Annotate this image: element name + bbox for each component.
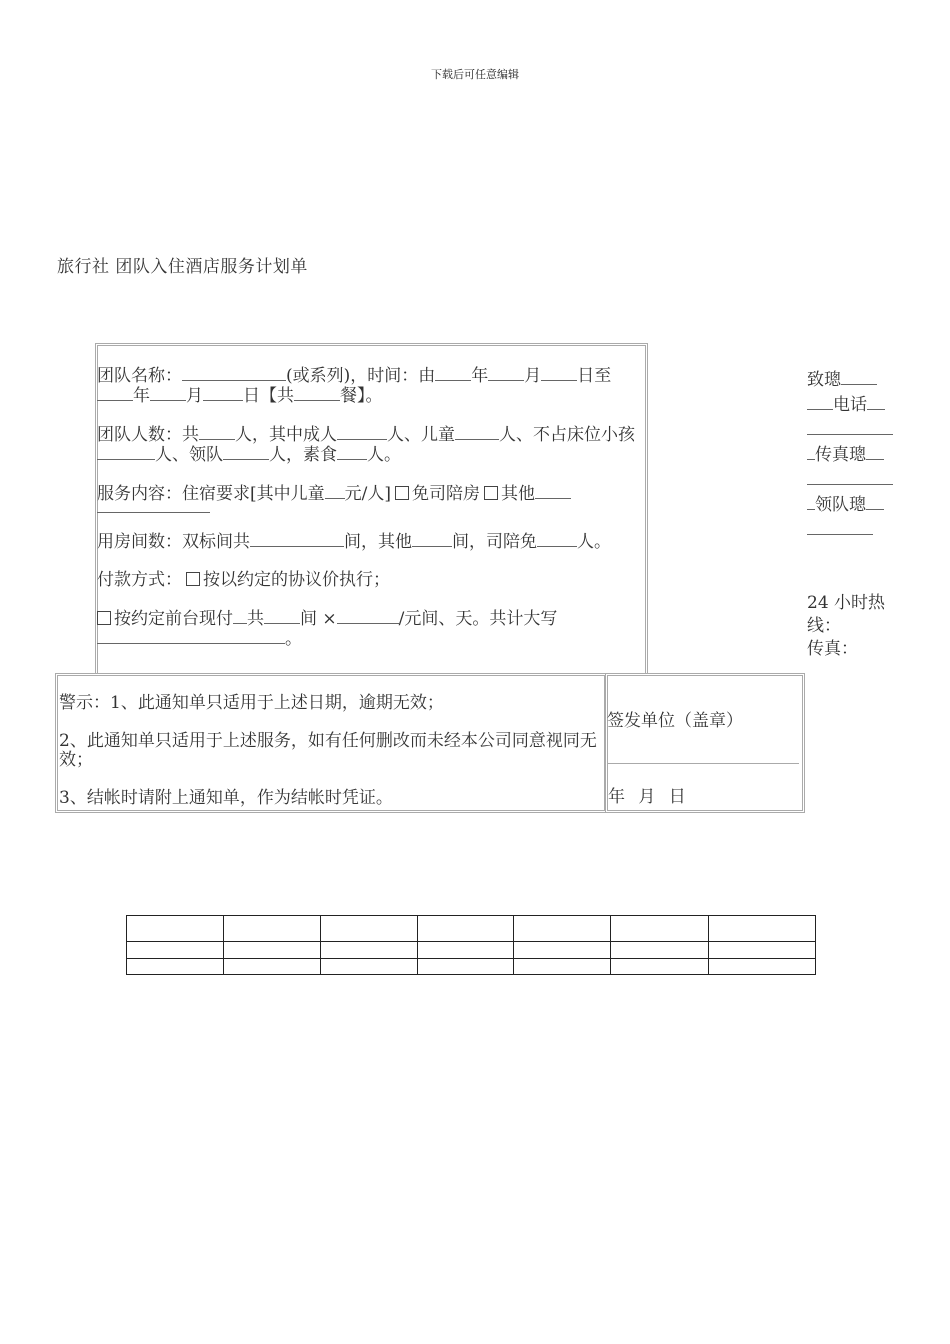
table-cell[interactable] <box>514 916 611 942</box>
phone-field[interactable] <box>867 395 885 410</box>
leader-field[interactable] <box>866 495 884 510</box>
table-cell[interactable] <box>417 916 514 942</box>
children-field[interactable] <box>455 425 499 440</box>
front-desk-pay-checkbox[interactable] <box>97 611 111 625</box>
table-cell[interactable] <box>320 942 417 959</box>
table-row <box>127 959 816 975</box>
no-bed-children-field[interactable] <box>97 445 155 460</box>
pay-rooms-field[interactable] <box>264 609 300 624</box>
headcount-row: 团队人数：共 人，其中成人 人、儿童 人、不占床位小孩人、领队 人，素食 人。 <box>97 425 635 465</box>
no-escort-room-checkbox[interactable] <box>395 486 409 500</box>
plan-form <box>97 366 645 668</box>
table-cell[interactable] <box>320 916 417 942</box>
table-cell[interactable] <box>611 959 709 975</box>
team-name-row: 团队名称： (或系列)，时间：由 年 月 日至年 月 日【共 餐】。 <box>97 366 612 406</box>
from-year-field[interactable] <box>435 366 471 381</box>
payment-row: 付款方式： 按以约定的协议价执行； <box>97 570 390 590</box>
from-day-field[interactable] <box>541 366 577 381</box>
to-month-field[interactable] <box>150 386 186 401</box>
payment-row-2: 按约定前台现付 共 间 × /元间、天。共计大写。 <box>97 609 645 649</box>
warning-line-3: 3、结帐时请附上通知单，作为结帐时凭证。 <box>59 788 393 808</box>
adults-field[interactable] <box>337 425 387 440</box>
side-contacts <box>807 368 899 543</box>
meal-count-field[interactable] <box>294 386 340 401</box>
table-cell[interactable] <box>223 942 320 959</box>
table-cell[interactable] <box>320 959 417 975</box>
header-note: 下载后可任意编辑 <box>431 68 519 81</box>
twin-rooms-field[interactable] <box>250 532 344 547</box>
agreed-rate-checkbox[interactable] <box>186 572 200 586</box>
rooms-row: 用房间数：双标间共 间，其他 间，司陪免 人。 <box>97 532 611 552</box>
table-cell[interactable] <box>709 959 816 975</box>
attn-row: 致璁 <box>807 368 899 393</box>
to-year-field[interactable] <box>97 386 133 401</box>
from-month-field[interactable] <box>488 366 524 381</box>
issuer-label: 签发单位（盖章） <box>607 711 743 731</box>
warning-line-1: 警示：1、此通知单只适用于上述日期，逾期无效； <box>59 693 444 713</box>
table-cell[interactable] <box>127 916 224 942</box>
attn-field-continuation[interactable] <box>807 395 833 410</box>
issue-date-label: 年 月 日 <box>608 787 686 807</box>
table-row <box>127 942 816 959</box>
warning-line-2: 2、此通知单只适用于上述服务，如有任何删改而未经本公司同意视同无效； <box>59 731 597 770</box>
to-day-field[interactable] <box>203 386 243 401</box>
table-cell[interactable] <box>127 942 224 959</box>
fax-row: 传真璁 <box>807 443 899 468</box>
signature-divider <box>607 763 799 764</box>
table-cell[interactable] <box>514 942 611 959</box>
other-service-continuation[interactable] <box>97 504 210 513</box>
leader-field-continuation[interactable] <box>807 520 873 535</box>
pay-rate-field[interactable] <box>337 609 399 624</box>
free-escort-field[interactable] <box>537 532 577 547</box>
table-cell[interactable] <box>223 959 320 975</box>
total-people-field[interactable] <box>199 425 235 440</box>
phone-continuation <box>807 418 899 443</box>
empty-table <box>126 915 816 975</box>
service-row: 服务内容：住宿要求[其中儿童 元/人] 免司陪房 其他 <box>97 484 645 513</box>
table-cell[interactable] <box>127 959 224 975</box>
table-cell[interactable] <box>611 916 709 942</box>
team-name-field[interactable] <box>182 366 286 381</box>
fax-field[interactable] <box>866 445 884 460</box>
attn-field[interactable] <box>841 370 877 385</box>
fax2-label: 传真： <box>807 639 858 659</box>
table-cell[interactable] <box>223 916 320 942</box>
table-cell[interactable] <box>709 942 816 959</box>
amount-words-field[interactable] <box>97 629 285 644</box>
child-price-field[interactable] <box>325 484 345 499</box>
other-rooms-field[interactable] <box>412 532 452 547</box>
leader-continuation <box>807 518 899 543</box>
phone-field-continuation[interactable] <box>807 420 893 435</box>
vegetarian-field[interactable] <box>337 445 367 460</box>
fax-continuation <box>807 468 899 493</box>
pay-blank-field[interactable] <box>233 609 247 624</box>
other-service-field[interactable] <box>535 484 571 499</box>
leader-count-field[interactable] <box>223 445 269 460</box>
leader-row: 领队璁 <box>807 493 899 518</box>
side-hotline <box>807 592 899 661</box>
fax-field-prefix[interactable] <box>807 445 815 460</box>
leader-field-prefix[interactable] <box>807 495 815 510</box>
table-cell[interactable] <box>417 942 514 959</box>
other-service-checkbox[interactable] <box>484 486 498 500</box>
table-row <box>127 916 816 942</box>
table-cell[interactable] <box>611 942 709 959</box>
table-cell[interactable] <box>709 916 816 942</box>
table-cell[interactable] <box>514 959 611 975</box>
warning-text <box>59 694 605 827</box>
fax-field-continuation[interactable] <box>807 470 893 485</box>
document-title: 旅行社 团队入住酒店服务计划单 <box>57 257 308 277</box>
hotline-label: 24 小时热线： <box>807 593 886 636</box>
table-cell[interactable] <box>417 959 514 975</box>
phone-row: 电话 <box>807 393 899 418</box>
